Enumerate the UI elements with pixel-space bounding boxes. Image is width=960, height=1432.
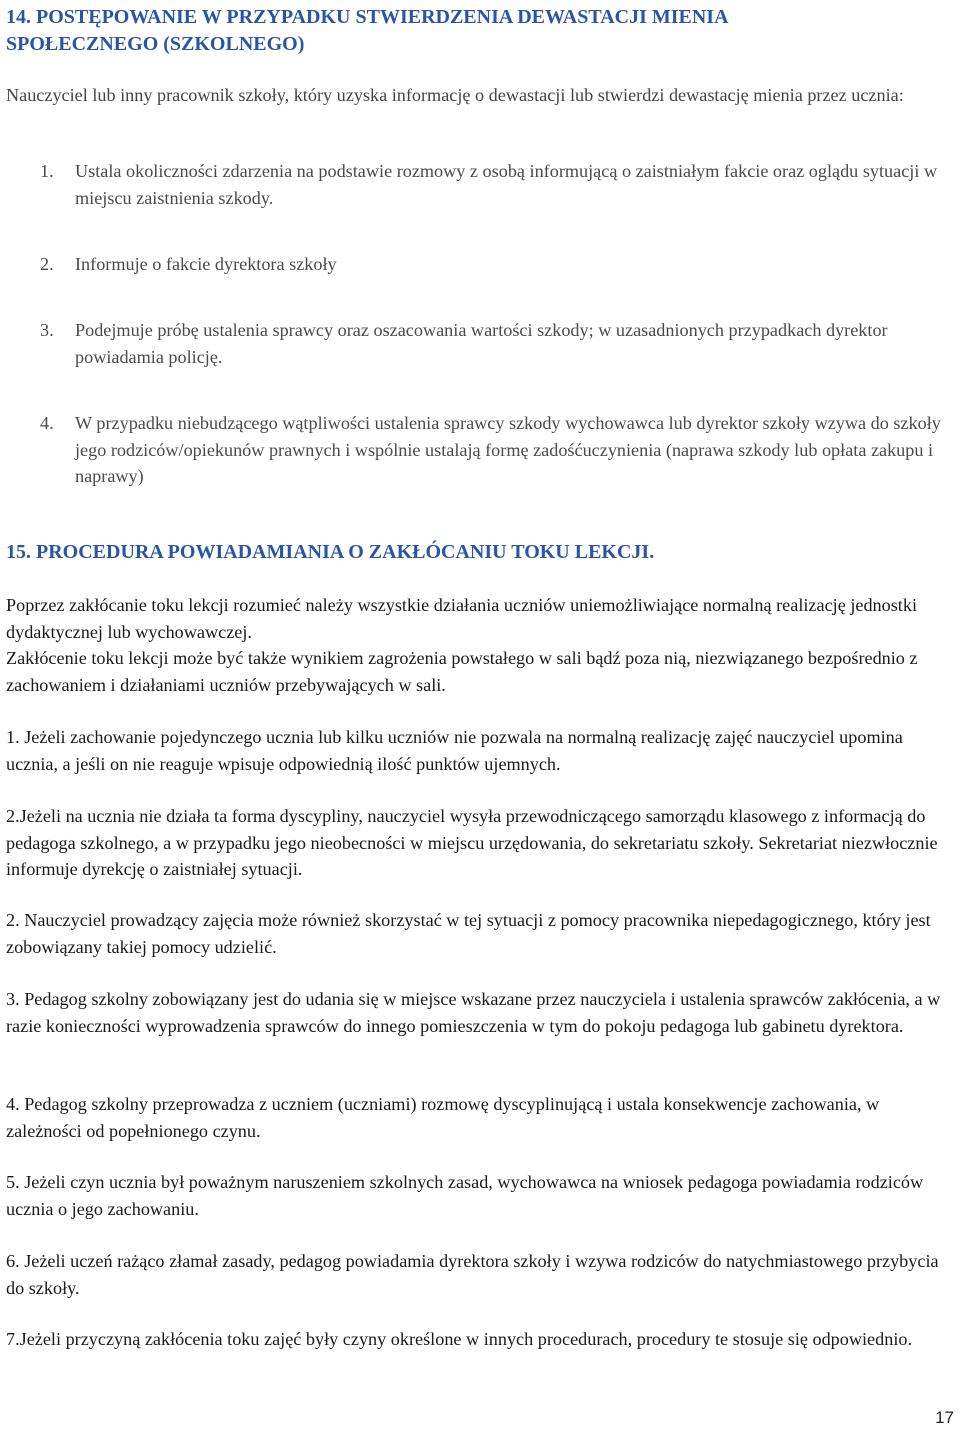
section-15-point: 6. Jeżeli uczeń rażąco złamał zasady, pedagog powiadamia dyrektora szkoły i wzywa rodziców do natychmiastowego przybycia do szkoły. — [6, 1251, 939, 1298]
page-number: 17 — [935, 1408, 954, 1427]
section-15-point: 2.Jeżeli na ucznia nie działa ta forma dyscypliny, nauczyciel wysyła przewodniczącego samorządu klasowego z informacją do pedagoga szkolnego, a w przypadku jego nieobecności w miejscu urzędowania, do sekretariatu szkoły. Sekretariat niezwłocznie informuje dyrekcję o zaistniałej sytuacji. — [6, 806, 938, 879]
section-14-title-line1: 14. POSTĘPOWANIE W PRZYPADKU STWIERDZENIA DEWASTACJI MIENIA — [6, 6, 729, 28]
section-15-title: 15. PROCEDURA POWIADAMIANIA O ZAKŁÓCANIU TOKU LEKCJI. — [6, 541, 655, 563]
section-14-item-3 — [40, 317, 955, 370]
item-text: W przypadku niebudzącego wątpliwości ustalenia sprawcy szkody wychowawca lub dyrektor szkoły wzywa do szkoły jego rodziców/opiekunów prawnych i wspólnie ustalają formę zadośćuczynienia (naprawa szkody lub opłata zakupu i naprawy) — [75, 413, 941, 486]
item-text: Podejmuje próbę ustalenia sprawcy oraz oszacowania wartości szkody; w uzasadnionych przypadkach dyrektor powiadamia policję. — [75, 320, 888, 367]
section-14-title-line2: SPOŁECZNEGO (SZKOLNEGO) — [6, 33, 305, 55]
item-number: 3. — [40, 320, 54, 340]
section-15-point: 3. Pedagog szkolny zobowiązany jest do udania się w miejsce wskazane przez nauczyciela i ustalenia sprawców zakłócenia, a w razie konieczności wyprowadzenia sprawców do innego pomieszczenia w tym do pokoju pedagoga lub gabinetu dyrektora. — [6, 989, 941, 1036]
section-15-intro-1: Poprzez zakłócanie toku lekcji rozumieć należy wszystkie działania uczniów uniemożliwiające normalną realizację jednostki dydaktycznej lub wychowawczej. — [6, 595, 918, 642]
item-number: 1. — [40, 161, 54, 181]
section-15-point: 7.Jeżeli przyczyną zakłócenia toku zajęć były czyny określone w innych procedurach, procedury te stosuje się odpowiednio. — [6, 1329, 913, 1349]
section-15-point: 5. Jeżeli czyn ucznia był poważnym naruszeniem szkolnych zasad, wychowawca na wniosek pedagoga powiadamia rodziców ucznia o jego zachowaniu. — [6, 1172, 924, 1219]
section-14-title — [6, 4, 946, 58]
item-number: 2. — [40, 254, 54, 274]
item-text: Ustala okoliczności zdarzenia na podstawie rozmowy z osobą informującą o zaistniałym fakcie oraz oglądu sytuacji w miejscu zaistnienia szkody. — [75, 161, 938, 208]
section-14-item-1 — [40, 158, 955, 211]
section-15-intro-2: Zakłócenie toku lekcji może być także wynikiem zagrożenia powstałego w sali bądź poza nią, niezwiązanego bezpośrednio z zachowaniem i działaniami uczniów przebywających w sali. — [6, 648, 918, 695]
section-15-point: 1. Jeżeli zachowanie pojedynczego ucznia lub kilku uczniów nie pozwala na normalną realizację zajęć nauczyciel upomina ucznia, a jeśli on nie reaguje wpisuje odpowiednią ilość punktów ujemnych. — [6, 727, 903, 774]
section-15-point: 2. Nauczyciel prowadzący zajęcia może również skorzystać w tej sytuacji z pomocy pracownika niepedagogicznego, który jest zobowiązany takiej pomocy udzielić. — [6, 910, 931, 957]
item-number: 4. — [40, 413, 54, 433]
section-14-item-4 — [40, 410, 955, 490]
section-15-point: 4. Pedagog szkolny przeprowadza z uczniem (uczniami) rozmowę dyscyplinującą i ustala konsekwencje zachowania, w zależności od popełnionego czynu. — [6, 1094, 880, 1141]
section-14-intro: Nauczyciel lub inny pracownik szkoły, który uzyska informację o dewastacji lub stwierdzi dewastację mienia przez ucznia: — [6, 85, 904, 105]
section-14-item-2 — [40, 251, 955, 278]
item-text: Informuje o fakcie dyrektora szkoły — [75, 254, 337, 274]
